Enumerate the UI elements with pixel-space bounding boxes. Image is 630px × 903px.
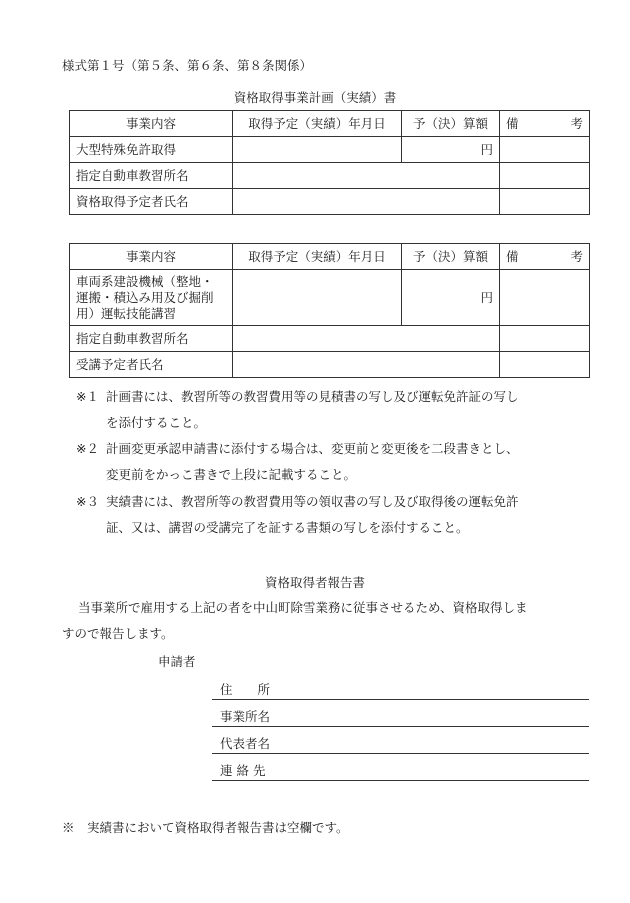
remarks-cell[interactable] bbox=[500, 270, 590, 326]
cost-cell[interactable]: 円 bbox=[402, 137, 500, 163]
table-row bbox=[70, 189, 590, 215]
school-label: 指定自動車教習所名 bbox=[70, 326, 233, 352]
report-title: 資格取得者報告書 bbox=[264, 575, 365, 590]
cost-cell[interactable]: 円 bbox=[402, 270, 500, 326]
person-cell[interactable] bbox=[233, 352, 500, 378]
header-remarks: 備考 bbox=[500, 244, 590, 270]
person-label: 受講予定者氏名 bbox=[70, 352, 233, 378]
date-cell[interactable] bbox=[233, 137, 402, 163]
contact-field[interactable] bbox=[212, 780, 589, 781]
office-name-label: 事業所名 bbox=[220, 709, 271, 724]
table-row bbox=[70, 137, 590, 163]
representative-field[interactable] bbox=[212, 753, 589, 754]
note-mark: ※３ bbox=[76, 494, 99, 509]
school-cell[interactable] bbox=[233, 163, 500, 189]
header-content: 事業内容 bbox=[70, 111, 233, 137]
note-text: 実績書には、教習所等の教習費用等の領収書の写し及び取得後の運転免許 bbox=[106, 494, 519, 509]
plan-title: 資格取得事業計画（実績）書 bbox=[233, 90, 397, 105]
contact-label: 連 絡 先 bbox=[220, 763, 266, 778]
table-row bbox=[70, 352, 590, 378]
address-label: 住 所 bbox=[220, 682, 271, 697]
person-label: 資格取得予定者氏名 bbox=[70, 189, 233, 215]
header-remarks: 備考 bbox=[500, 111, 590, 137]
remarks-cell[interactable] bbox=[500, 189, 590, 215]
table-row bbox=[70, 326, 590, 352]
header-cost: 予（決）算額 bbox=[402, 111, 500, 137]
plan-table-1 bbox=[69, 110, 590, 215]
header-cost: 予（決）算額 bbox=[402, 244, 500, 270]
note-text: 計画変更承認申請書に添付する場合は、変更前と変更後を二段書きとし、 bbox=[106, 441, 519, 456]
remarks-cell[interactable] bbox=[500, 326, 590, 352]
plan-table-2 bbox=[69, 243, 590, 378]
note-3 bbox=[76, 492, 519, 510]
note-text: 計画書には、教習所等の教習費用等の見積書の写し及び運転免許証の写し bbox=[106, 389, 519, 404]
note-3-cont: 証、又は、講習の受講完了を証する書類の写しを添付すること。 bbox=[106, 520, 469, 535]
remarks-cell[interactable] bbox=[500, 352, 590, 378]
header-content: 事業内容 bbox=[70, 244, 233, 270]
row-content bbox=[70, 270, 233, 326]
table-row bbox=[70, 270, 590, 326]
table-row bbox=[70, 163, 590, 189]
person-cell[interactable] bbox=[233, 189, 500, 215]
note-mark: ※１ bbox=[76, 389, 99, 404]
footer-note: ※ 実績書において資格取得者報告書は空欄です。 bbox=[62, 820, 349, 835]
applicant-label: 申請者 bbox=[158, 654, 196, 669]
report-body-line-2: すので報告します。 bbox=[62, 626, 174, 641]
school-label: 指定自動車教習所名 bbox=[70, 163, 233, 189]
remarks-cell[interactable] bbox=[500, 163, 590, 189]
report-body-line-1: 当事業所で雇用する上記の者を中山町除雪業務に従事させるため、資格取得しま bbox=[78, 600, 528, 615]
row-content-line: 運搬・積込み用及び掘削 bbox=[76, 289, 214, 305]
row-content-line: 用）運転技能講習 bbox=[76, 305, 177, 321]
representative-label: 代表者名 bbox=[220, 736, 271, 751]
remarks-cell[interactable] bbox=[500, 137, 590, 163]
header-date: 取得予定（実績）年月日 bbox=[233, 244, 402, 270]
office-name-field[interactable] bbox=[212, 726, 589, 727]
date-cell[interactable] bbox=[233, 270, 402, 326]
note-2 bbox=[76, 439, 519, 457]
table-header-row bbox=[70, 111, 590, 137]
note-mark: ※２ bbox=[76, 441, 99, 456]
school-cell[interactable] bbox=[233, 326, 500, 352]
row-content-line: 車両系建設機械（整地・ bbox=[76, 273, 214, 289]
table-header-row bbox=[70, 244, 590, 270]
address-field[interactable] bbox=[212, 699, 589, 700]
note-1-cont: を添付すること。 bbox=[106, 415, 207, 430]
form-number: 様式第１号（第５条、第６条、第８条関係） bbox=[62, 58, 313, 73]
note-1 bbox=[76, 387, 519, 405]
note-2-cont: 変更前をかっこ書きで上段に記載すること。 bbox=[106, 467, 357, 482]
row-content: 大型特殊免許取得 bbox=[70, 137, 233, 163]
header-date: 取得予定（実績）年月日 bbox=[233, 111, 402, 137]
